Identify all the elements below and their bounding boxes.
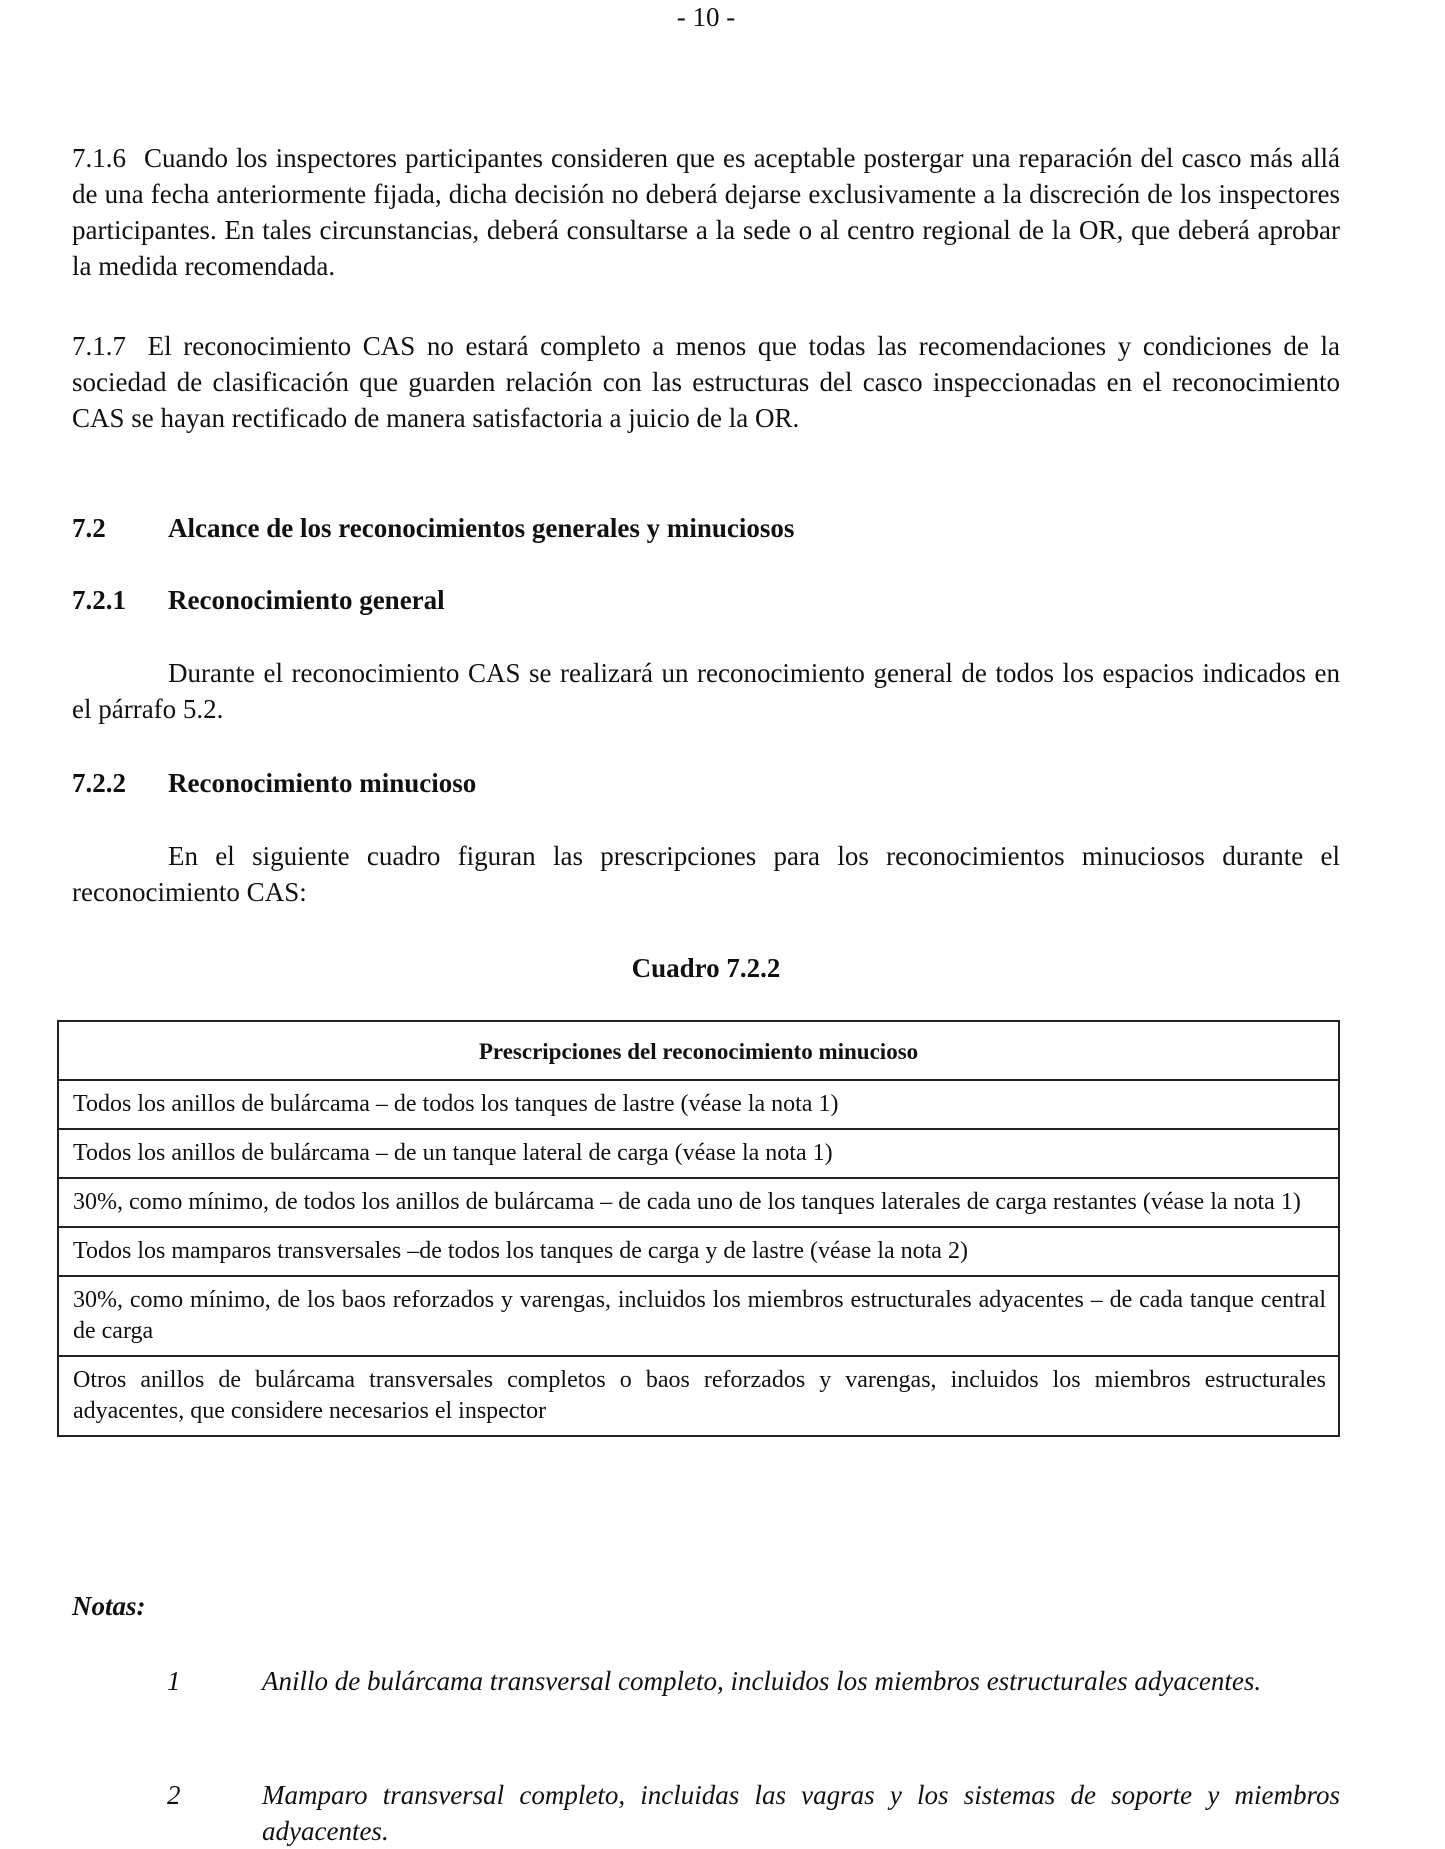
table-cell: Todos los mamparos transversales –de todos los tanques de carga y de lastre (véase la nota 2) — [58, 1227, 1339, 1276]
table-row — [58, 1178, 1339, 1227]
page-number: - 10 - — [676, 2, 736, 32]
table-cell: 30%, como mínimo, de los baos reforzados y varengas, incluidos los miembros estructurales adyacentes – de cada tanque central de carga — [58, 1276, 1339, 1356]
heading-7-2 — [72, 510, 794, 546]
note-number: 1 — [167, 1666, 181, 1696]
paragraph-text: El reconocimiento CAS no estará completo a menos que todas las recomendaciones y condiciones de la sociedad de clasificación que guarden relación con las estructuras del casco inspeccionadas en el reconocimiento CAS se hayan rectificado de manera satisfactoria a juicio de la OR. — [72, 331, 1341, 433]
note-item — [167, 1663, 1340, 1699]
table-caption: Cuadro 7.2.2 — [631, 953, 781, 983]
table-row — [58, 1129, 1339, 1178]
table-row — [58, 1227, 1339, 1276]
heading-number: 7.2.1 — [72, 585, 126, 615]
paragraph-7-2-2-body: En el siguiente cuadro figuran las prescripciones para los reconocimientos minuciosos durante el reconocimiento CAS: — [72, 841, 1340, 907]
table-cell: 30%, como mínimo, de todos los anillos de bulárcama – de cada uno de los tanques laterales de carga restantes (véase la nota 1) — [58, 1178, 1339, 1227]
table-cell: Todos los anillos de bulárcama – de todos los tanques de lastre (véase la nota 1) — [58, 1080, 1339, 1129]
note-number: 2 — [167, 1780, 181, 1810]
notes-title: Notas: — [72, 1591, 146, 1621]
paragraph-text: Cuando los inspectores participantes consideren que es aceptable postergar una reparación del casco más allá de una fecha anteriormente fijada, dicha decisión no deberá dejarse exclusivamente a la discreción de los inspectores participantes. En tales circunstancias, deberá consultarse a la sede o al centro regional de la OR, que deberá aprobar la medida recomendada. — [72, 143, 1340, 281]
table-row — [58, 1080, 1339, 1129]
table-cell: Otros anillos de bulárcama transversales completos o baos reforzados y varengas, incluidos los miembros estructurales adyacentes, que considere necesarios el inspector — [58, 1356, 1339, 1436]
heading-title: Reconocimiento minucioso — [168, 768, 477, 798]
paragraph-7-1-7 — [72, 328, 1340, 436]
heading-number: 7.2 — [72, 513, 106, 543]
heading-title: Reconocimiento general — [168, 585, 445, 615]
table-header-row — [58, 1021, 1339, 1080]
paragraph-7-2-1-body: Durante el reconocimiento CAS se realizará un reconocimiento general de todos los espacios indicados en el párrafo 5.2. — [72, 658, 1340, 724]
table-row — [58, 1356, 1339, 1436]
heading-title: Alcance de los reconocimientos generales y minuciosos — [168, 513, 795, 543]
heading-7-2-1 — [72, 582, 445, 618]
requirements-table — [57, 1020, 1340, 1437]
note-text: Mamparo transversal completo, incluidas las vagras y los sistemas de soporte y miembros adyacentes. — [262, 1780, 1340, 1846]
table-header: Prescripciones del reconocimiento minucioso — [58, 1021, 1339, 1080]
paragraph-number: 7.1.6 — [72, 143, 126, 173]
heading-number: 7.2.2 — [72, 768, 126, 798]
paragraph-7-1-6 — [72, 140, 1340, 284]
paragraph-number: 7.1.7 — [72, 331, 126, 361]
note-item — [167, 1777, 1340, 1849]
note-text: Anillo de bulárcama transversal completo, incluidos los miembros estructurales adyacentes. — [262, 1666, 1262, 1696]
heading-7-2-2 — [72, 765, 476, 801]
table-row — [58, 1276, 1339, 1356]
table-cell: Todos los anillos de bulárcama – de un tanque lateral de carga (véase la nota 1) — [58, 1129, 1339, 1178]
